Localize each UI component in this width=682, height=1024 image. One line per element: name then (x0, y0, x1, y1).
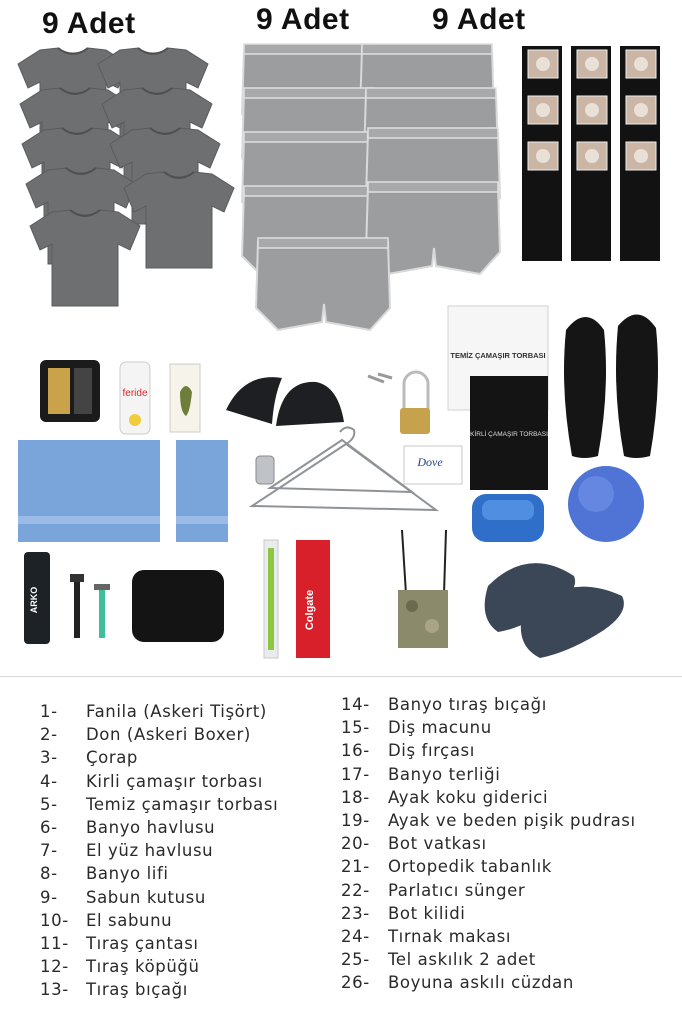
list-item-label: Tel askılık 2 adet (388, 950, 536, 970)
list-item-number: 16- (341, 741, 370, 761)
list-item (341, 971, 636, 994)
razors (70, 574, 110, 638)
list-item (40, 723, 278, 746)
list-item-number: 2- (40, 725, 58, 745)
bath-sponge (568, 466, 644, 542)
list-item (40, 816, 278, 839)
shaving-bag (132, 570, 224, 642)
list-item-number: 9- (40, 887, 58, 907)
boot-pads (226, 377, 344, 426)
list-item (40, 909, 278, 932)
list-item-label: Kirli çamaşır torbası (86, 771, 263, 791)
list-item-number: 17- (341, 764, 370, 784)
list-item-label: Banyo tıraş bıçağı (388, 695, 547, 714)
list-item-label: El yüz havlusu (86, 841, 214, 861)
bath-slippers (485, 563, 624, 658)
list-item-number: 25- (341, 950, 370, 970)
list-item (40, 932, 278, 955)
list-item-label: Tıraş köpüğü (86, 957, 200, 977)
list-item-number: 14- (341, 695, 370, 714)
list-item (40, 886, 278, 909)
dirty-laundry-bag (470, 376, 548, 490)
orthopedic-insoles (564, 314, 658, 458)
svg-text:feride: feride (122, 388, 148, 399)
list-item (341, 809, 636, 832)
svg-text:ARKO: ARKO (29, 586, 39, 614)
list-item (341, 716, 636, 739)
list-item-number: 22- (341, 880, 370, 900)
list-item (341, 925, 636, 948)
powder-bottle (120, 362, 150, 434)
foot-deodorant-packet (170, 364, 200, 432)
list-item-label: Fanila (Askeri Tişört) (86, 702, 267, 721)
list-item-number: 5- (40, 794, 58, 814)
list-item-label: Don (Askeri Boxer) (86, 725, 251, 745)
list-item-label: Tıraş çantası (86, 933, 199, 953)
list-item-number: 18- (341, 787, 370, 807)
list-item-number: 20- (341, 834, 370, 854)
list-item-number: 6- (40, 817, 58, 837)
list-item (40, 978, 278, 1001)
boxer-stack (242, 44, 500, 330)
list-item (341, 855, 636, 878)
list-item-number: 15- (341, 718, 370, 738)
tshirt-stack (18, 48, 234, 306)
svg-text:Colgate: Colgate (304, 589, 316, 631)
list-item-label: Boyuna askılı cüzdan (388, 973, 574, 993)
list-item (341, 832, 636, 855)
list-item-number: 3- (40, 748, 58, 768)
list-item (40, 793, 278, 816)
list-item-label: Sabun kutusu (86, 887, 206, 907)
list-item-label: Banyo havlusu (86, 817, 216, 837)
svg-text:Dove: Dove (417, 455, 443, 469)
list-item-number: 4- (40, 771, 58, 791)
sock-packs (522, 46, 660, 261)
list-item-number: 8- (40, 864, 58, 884)
list-item (341, 948, 636, 971)
hand-towel (176, 440, 228, 542)
svg-text:TEMİZ ÇAMAŞIR TORBASI: TEMİZ ÇAMAŞIR TORBASI (450, 351, 546, 360)
list-item (40, 700, 278, 723)
tshirt-quantity: 9 Adet (42, 7, 136, 40)
boot-lock (368, 372, 430, 434)
list-item-label: Bot vatkası (388, 834, 487, 854)
neck-wallet (398, 530, 448, 648)
list-item-label: Ortopedik tabanlık (388, 857, 552, 877)
list-item-number: 7- (40, 841, 58, 861)
list-item-label: Diş macunu (388, 718, 492, 738)
list-item-label: Bot kilidi (388, 903, 466, 923)
list-item-number: 13- (40, 980, 69, 1000)
list-item (40, 770, 278, 793)
bath-towel (18, 440, 160, 542)
list-item (341, 739, 636, 762)
hand-soap (404, 446, 462, 484)
list-item-number: 24- (341, 926, 370, 946)
list-item-label: Tıraş bıçağı (86, 980, 188, 1000)
list-item-number: 19- (341, 810, 370, 830)
shoe-polish-sponge (40, 360, 100, 422)
list-item (341, 763, 636, 786)
list-item-number: 10- (40, 910, 69, 930)
list-item (40, 955, 278, 978)
list-item-label: Tırnak makası (388, 926, 512, 946)
list-item-label: Temiz çamaşır torbası (86, 794, 279, 814)
list-item (40, 839, 278, 862)
list-item-number: 12- (40, 957, 69, 977)
boxer-quantity: 9 Adet (256, 3, 350, 36)
soap-box (472, 494, 544, 542)
list-item-number: 21- (341, 857, 370, 877)
list-item-label: Banyo terliği (388, 764, 501, 784)
list-item (341, 693, 636, 716)
list-item-label: Parlatıcı sünger (388, 880, 526, 900)
divider (0, 676, 682, 677)
list-item-number: 26- (341, 973, 370, 993)
list-item-number: 11- (40, 933, 69, 953)
nail-clipper (256, 456, 274, 484)
list-item-number: 1- (40, 702, 58, 721)
shaving-foam (24, 552, 50, 644)
item-list-left (40, 700, 278, 1001)
list-item (341, 879, 636, 902)
list-item (341, 902, 636, 925)
list-item-label: Diş fırçası (388, 741, 475, 761)
list-item (40, 862, 278, 885)
list-item-label: Ayak ve beden pişik pudrası (388, 810, 636, 830)
list-item-label: Ayak koku giderici (388, 787, 549, 807)
toothpaste (296, 540, 330, 658)
list-item-label: El sabunu (86, 910, 173, 930)
list-item-number: 23- (341, 903, 370, 923)
svg-text:KİRLİ ÇAMAŞIR TORBASI: KİRLİ ÇAMAŞIR TORBASI (470, 431, 548, 438)
sock-quantity: 9 Adet (432, 3, 526, 36)
list-item-label: Çorap (86, 748, 138, 768)
item-list-right (341, 693, 636, 994)
list-item (40, 746, 278, 769)
list-item (341, 786, 636, 809)
toothbrush-pack (264, 540, 278, 658)
list-item-label: Banyo lifi (86, 864, 169, 884)
